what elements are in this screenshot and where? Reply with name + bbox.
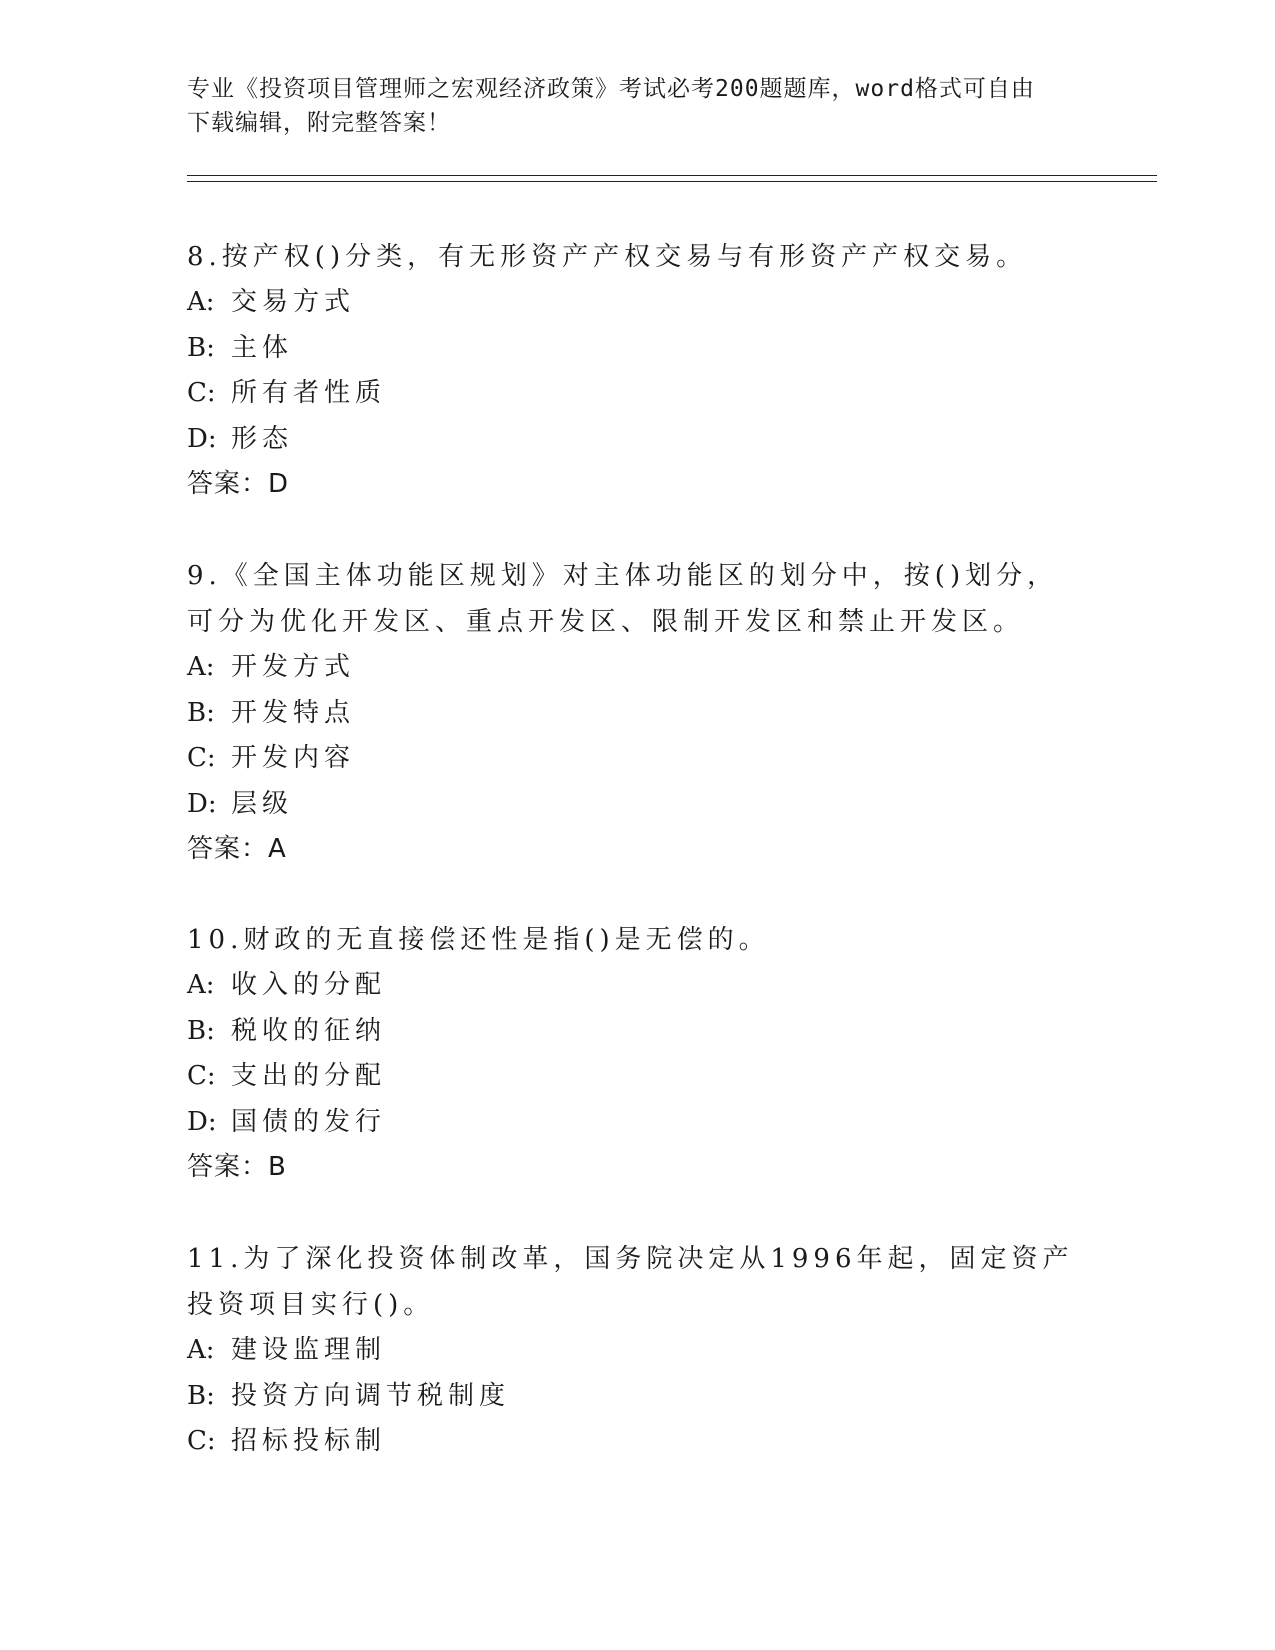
option-text: 开发方式 [231, 652, 356, 682]
option-text: 形态 [231, 423, 294, 454]
option-key: B: [187, 1380, 215, 1411]
question-stem: 9.《全国主体功能区规划》对主体功能区的划分中，按()划分，可分为优化开发区、重点开发区、限制开发区和禁止开发区。 [187, 561, 1059, 637]
question-stem: 8.按产权()分类，有无形资产产权交易与有形资产产权交易。 [187, 242, 1028, 272]
option-a [187, 645, 1087, 691]
option-text: 开发特点 [231, 697, 356, 728]
option-text: 建设监理制 [231, 1335, 387, 1365]
question-9 [187, 553, 1087, 873]
option-key: A: [187, 287, 215, 317]
option-key: D: [187, 788, 217, 819]
option-c [187, 371, 1087, 417]
option-d [187, 782, 1087, 828]
option-b [187, 1374, 1087, 1420]
option-text: 国债的发行 [231, 1106, 387, 1137]
option-text: 收入的分配 [231, 970, 387, 1000]
option-c [187, 1054, 1087, 1100]
option-text: 主体 [231, 332, 294, 363]
question-8 [187, 234, 1087, 508]
option-a [187, 280, 1087, 326]
answer-line: 答案：A [187, 834, 287, 864]
option-text: 支出的分配 [231, 1061, 387, 1091]
option-key: D: [187, 423, 217, 454]
question-10 [187, 917, 1087, 1191]
option-c [187, 1419, 1087, 1465]
option-key: C: [187, 1061, 216, 1091]
option-a [187, 963, 1087, 1009]
option-d [187, 417, 1087, 463]
option-key: B: [187, 697, 215, 728]
option-key: B: [187, 332, 215, 363]
option-text: 开发内容 [231, 743, 356, 773]
option-c [187, 736, 1087, 782]
document-page [187, 0, 1157, 1650]
header-line-2: 下载编辑，附完整答案！ [187, 110, 451, 136]
option-b [187, 1009, 1087, 1055]
question-stem: 11.为了深化投资体制改革，国务院决定从1996年起，固定资产投资项目实行()。 [187, 1244, 1074, 1320]
option-text: 层级 [231, 788, 294, 819]
option-key: C: [187, 1426, 216, 1456]
option-a [187, 1328, 1087, 1374]
question-stem: 10.财政的无直接偿还性是指()是无偿的。 [187, 925, 770, 955]
option-text: 招标投标制 [231, 1426, 387, 1456]
option-key: A: [187, 652, 215, 682]
option-b [187, 326, 1087, 372]
option-key: D: [187, 1106, 217, 1137]
header-line-1: 专业《投资项目管理师之宏观经济政策》考试必考200题题库，word格式可自由 [187, 76, 1035, 102]
option-key: A: [187, 1335, 215, 1365]
option-text: 所有者性质 [231, 378, 387, 408]
header-divider-bottom [187, 181, 1157, 182]
option-key: C: [187, 378, 216, 408]
answer-line: 答案：B [187, 1152, 287, 1182]
option-text: 税收的征纳 [231, 1015, 387, 1046]
option-key: B: [187, 1015, 215, 1046]
option-text: 投资方向调节税制度 [231, 1380, 511, 1411]
option-b [187, 691, 1087, 737]
question-11 [187, 1236, 1087, 1465]
option-key: C: [187, 743, 216, 773]
document-header [187, 72, 1077, 140]
option-key: A: [187, 970, 215, 1000]
option-text: 交易方式 [231, 287, 356, 317]
header-divider-top [187, 175, 1157, 176]
answer-line: 答案：D [187, 469, 290, 499]
option-d [187, 1100, 1087, 1146]
